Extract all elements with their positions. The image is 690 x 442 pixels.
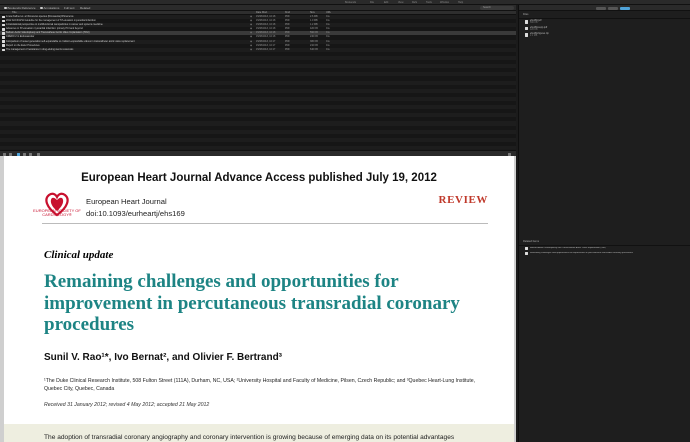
- document-icon: [525, 247, 528, 250]
- row-kind: PDF: [285, 19, 290, 23]
- row-size: 210 KB: [310, 43, 318, 47]
- esc-logo-text: EUROPEAN SOCIETY OF CARDIOLOGY®: [33, 208, 81, 218]
- row-title: A new Kellner et. al rhinocerus species (Dinosauria) Rhinoceros: [6, 15, 74, 18]
- menu-item[interactable]: Help: [458, 1, 464, 4]
- attachment-icon: ◉: [250, 43, 253, 47]
- pdf-file-icon: [2, 20, 5, 23]
- attachment-icon: ◉: [250, 35, 253, 39]
- divider: [42, 223, 488, 224]
- row-size: 2.6 MB: [310, 15, 318, 18]
- row-date: 15/08/2013, 10:18: [256, 31, 276, 35]
- row-size: 1.2 MB: [310, 23, 318, 27]
- file-size: 120 KB: [530, 28, 538, 31]
- attachment-icon: ◉: [250, 47, 253, 51]
- row-kind: PDF: [285, 39, 290, 43]
- row-location: File: [326, 15, 330, 18]
- pdf-file-icon: [2, 28, 5, 31]
- search-input[interactable]: Search: [480, 6, 514, 10]
- row-title: Balloon-Aortic-Valvuloplasty and Transcatheter Aortic Valve Implantation (TAVI): [6, 31, 90, 35]
- related-section-label: Related Items: [519, 238, 690, 246]
- tab-reference[interactable]: Bookends Reference: [4, 6, 36, 10]
- row-date: 15/08/2013, 10:17: [256, 39, 276, 43]
- file-info: [530, 27, 547, 31]
- row-location: File: [326, 23, 330, 27]
- related-list: [519, 246, 690, 256]
- sidebar-button[interactable]: [608, 7, 618, 10]
- file-name: ehs169-supp.pdf: [530, 26, 548, 29]
- journal-info: [86, 196, 185, 219]
- file-name: ehs169-figures.zip: [530, 32, 549, 35]
- row-kind: PDF: [285, 23, 290, 27]
- menu-item[interactable]: View: [398, 1, 404, 4]
- row-kind: PDF: [285, 31, 290, 35]
- doi[interactable]: doi:10.1093/eurheartj/ehs169: [86, 208, 185, 218]
- attachment-icon: ◉: [250, 23, 253, 27]
- attachment-icon: ◉: [250, 27, 253, 31]
- row-title: A translational perspective on multifunctional nanoparticles in cancer and systems medicine: [6, 23, 103, 27]
- row-kind: PDF: [285, 47, 290, 51]
- row-kind: PDF: [285, 43, 290, 47]
- sidebar-button[interactable]: [596, 7, 606, 10]
- row-size: 590 KB: [310, 31, 318, 35]
- row-size: 240 KB: [310, 35, 318, 39]
- right-sidebar: [518, 5, 690, 442]
- pdf-file-icon: [2, 49, 5, 52]
- row-kind: PDF: [285, 15, 290, 18]
- pdf-viewer[interactable]: [0, 156, 516, 442]
- pdf-file-icon: [2, 16, 5, 19]
- attachment-icon: ◉: [250, 19, 253, 23]
- file-info: [530, 33, 549, 37]
- row-title: Report on the Euler Procedures: [6, 43, 40, 47]
- row-location: File: [326, 31, 330, 35]
- row-location: File: [326, 39, 330, 43]
- row-location: File: [326, 19, 330, 23]
- file-info: [530, 20, 541, 24]
- file-list: [519, 19, 690, 38]
- file-size: 2.1 MB: [530, 34, 538, 37]
- related-item-title: Remaining challenges and opportunities for improvement in percutaneous transradial coronary procedures: [530, 252, 633, 254]
- journal-name: European Heart Journal: [86, 197, 167, 206]
- sidebar-toolbar: [519, 5, 690, 11]
- column-header-title[interactable]: Title: [12, 11, 17, 14]
- row-date: 15/08/2013, 10:18: [256, 19, 276, 23]
- file-icon: [525, 27, 528, 31]
- sidebar-primary-button[interactable]: [620, 7, 630, 10]
- row-date: 15/08/2013, 10:17: [256, 43, 276, 47]
- article-title: Remaining challenges and opportunities for improvement in percutaneous transradial coronary procedures: [44, 271, 460, 335]
- menu-item[interactable]: File: [370, 1, 375, 4]
- row-size: 380 KB: [310, 39, 318, 43]
- pdf-file-icon: [2, 32, 5, 35]
- received-dates: Received 31 January 2012; revised 4 May 2012; accepted 21 May 2012: [44, 402, 210, 408]
- row-location: File: [326, 47, 330, 51]
- row-location: File: [326, 27, 330, 31]
- row-kind: PDF: [285, 35, 290, 39]
- file-size: 590 KB: [530, 22, 538, 25]
- row-kind: PDF: [285, 27, 290, 31]
- related-item-title: Balloon-Aortic-Valvuloplasty and Transcatheter Aortic Valve Implantation (TAVI): [530, 247, 607, 249]
- file-name: ehs169.pdf: [530, 20, 542, 23]
- empty-row: [0, 146, 516, 149]
- file-icon: [525, 33, 528, 37]
- pdf-file-icon: [2, 40, 5, 43]
- pdf-page: [4, 156, 514, 442]
- row-date: 15/08/2013, 10:17: [256, 47, 276, 51]
- pdf-file-icon: [2, 24, 5, 27]
- row-title: 2012 ACCF/AHA Guideline for the management of ST-elevation myocardial infarction: [6, 19, 96, 23]
- menu-item[interactable]: Window: [440, 1, 449, 4]
- pdf-file-icon: [2, 44, 5, 47]
- related-section: [519, 238, 690, 256]
- column-header-size[interactable]: Size: [310, 11, 315, 14]
- document-icon: [525, 252, 528, 255]
- column-header-kind[interactable]: Kind: [285, 11, 291, 14]
- attached-file[interactable]: [519, 32, 690, 38]
- attachment-icon: ◉: [250, 31, 253, 35]
- row-date: 15/08/2013, 10:18: [256, 23, 276, 27]
- row-size: 640 KB: [310, 47, 318, 51]
- column-header-date[interactable]: Date Mod.: [256, 11, 268, 14]
- authors: Sunil V. Rao¹*, Ivo Bernat², and Olivier F. Bertrand³: [44, 352, 283, 363]
- row-size: 1.0 MB: [310, 19, 318, 23]
- reference-list: [0, 15, 516, 149]
- tab-full-text[interactable]: Full text: [64, 6, 75, 10]
- reference-icon: [4, 7, 7, 10]
- row-title: Comparison of newer generation self-expandable vs. balloon-expandable valves in transcatheter aortic valve replacement: [6, 39, 135, 43]
- attachment-icon: ◉: [250, 15, 253, 18]
- file-icon: [525, 20, 528, 24]
- annotation-icon: [40, 7, 43, 10]
- affiliations: ¹The Duke Clinical Research Institute, 508 Fulton Street (111A), Durham, NC, USA; ²University Hospital and Faculty of Medicine, Pilsen, Czech Republic; and ³Quebec Heart-Lung Institute, Quebec City, Quebec, Canada: [44, 378, 476, 392]
- column-header-url[interactable]: URL: [326, 11, 332, 14]
- menu-item[interactable]: Refs: [412, 1, 418, 4]
- row-date: 15/08/2013, 10:18: [256, 27, 276, 31]
- article-type-label: REVIEW: [438, 194, 488, 206]
- menu-item[interactable]: Edit: [384, 1, 389, 4]
- pdf-file-icon: [2, 36, 5, 39]
- menu-item[interactable]: Tools: [426, 1, 432, 4]
- abstract-text: The adoption of transradial coronary angiography and coronary intervention is growing because of emerging data on its potential advantages: [44, 434, 455, 441]
- row-location: File: [326, 35, 330, 39]
- menu-item[interactable]: Bookends: [345, 1, 357, 4]
- tab-annotations[interactable]: Annotations: [40, 6, 59, 10]
- attachment-icon: ◉: [250, 39, 253, 43]
- related-item[interactable]: [519, 251, 690, 256]
- section-label: Clinical update: [44, 249, 114, 261]
- row-title: Advances in ST-elevation myocardial infarction: primary PCI and beyond: [6, 27, 83, 31]
- row-title: CREDO 2 in Endovascular: [6, 35, 35, 39]
- files-section-label: Files: [519, 11, 690, 19]
- row-date: 15/08/2013, 10:18: [256, 15, 276, 18]
- row-title: The management of resistance in drug-eluting stents restenosis: [6, 47, 74, 51]
- tab-related[interactable]: Related: [80, 6, 91, 10]
- row-location: File: [326, 43, 330, 47]
- row-date: 15/08/2013, 10:18: [256, 35, 276, 39]
- journal-header: European Heart Journal Advance Access published July 19, 2012: [81, 172, 437, 184]
- row-size: 420 KB: [310, 27, 318, 31]
